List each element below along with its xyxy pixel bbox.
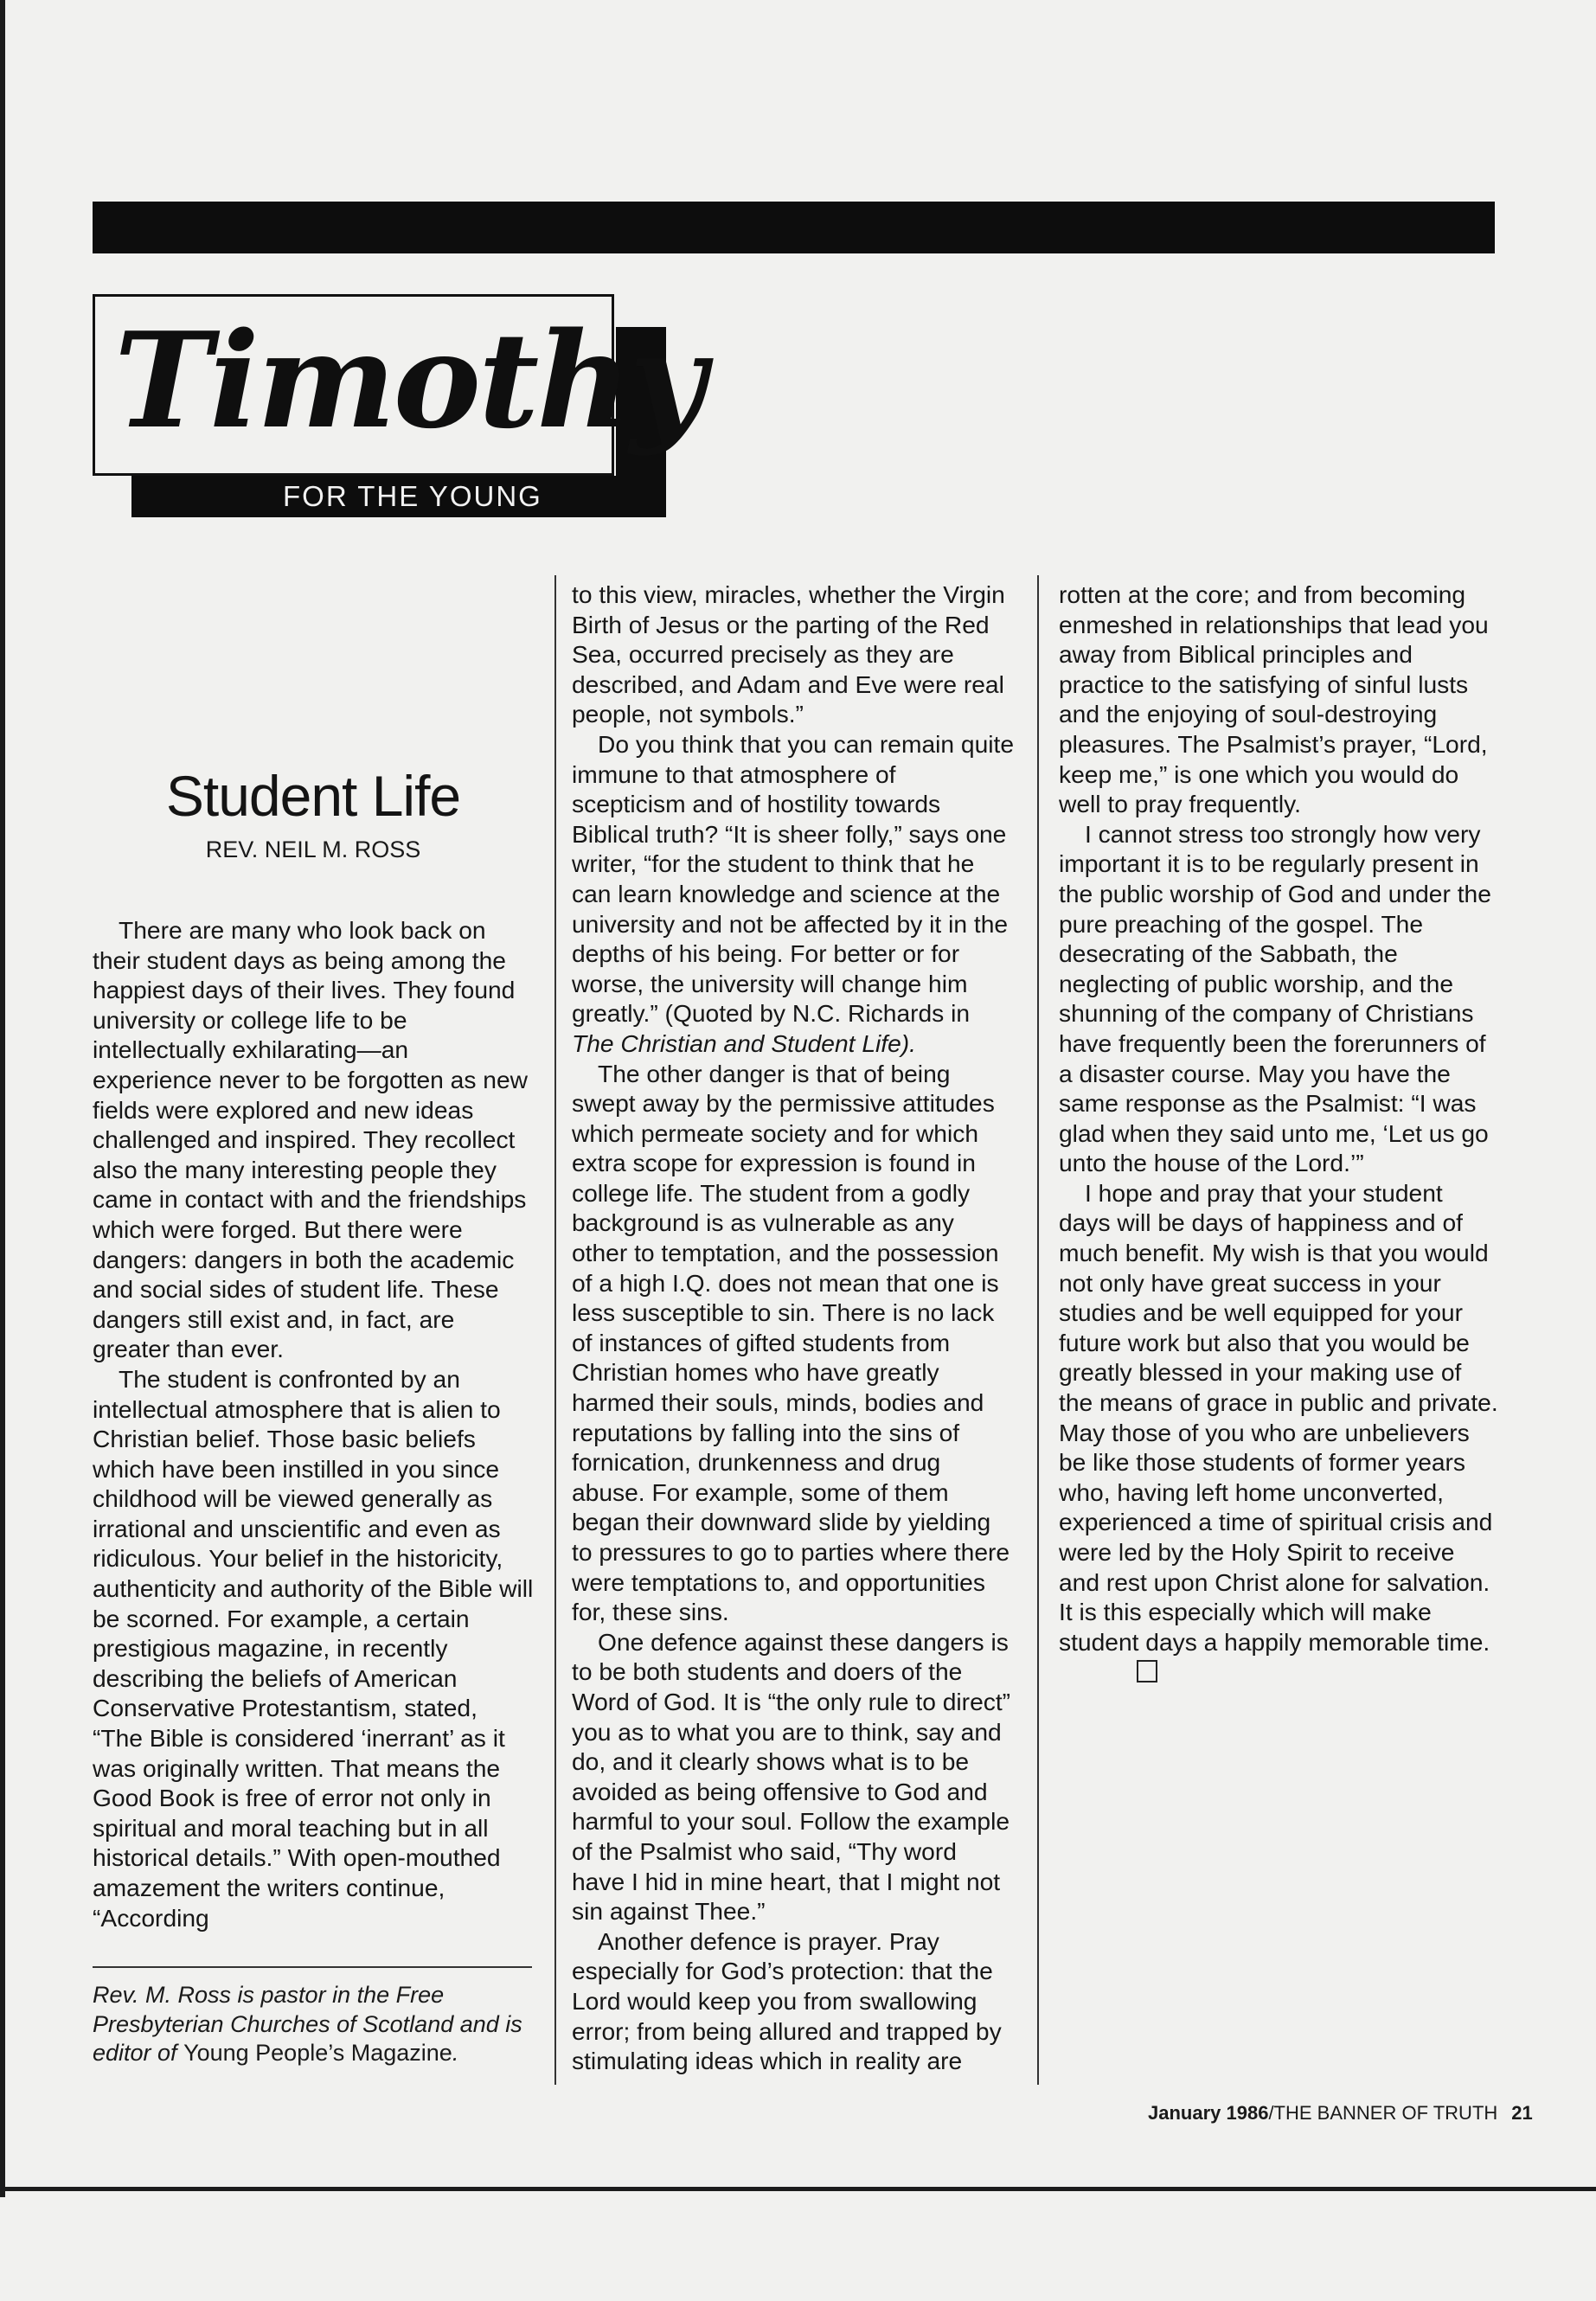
paragraph: One defence against these dangers is to be both students and doers of the Word of God. It is “the only rule to direct” you as to what you are to think, say and do, and it clearly shows what is to be avoided as being offensive to God and harmful to your soul. Follow the example of the Psalmist who said, “Thy word have I hid in mine heart, that I might not sin against Thee.” — [572, 1627, 1011, 1926]
author-note-text: Rev. M. Ross is pastor in the Free Presbyterian Churches of Scotland and is editor of — [93, 1982, 522, 2066]
paragraph: I cannot stress too strongly how very important it is to be regularly present in the public worship of God and under the pure preaching of the gospel. The desecrating of the Sabbath, the neglecting of public worship, and the shunning of the company of Christians have frequently been the forerunners of a disaster course. May you have the same response as the Psalmist: “I was glad when they said unto me, ‘Let us go unto the house of the Lord.’” — [1059, 819, 1491, 1177]
author-note-end: . — [452, 2040, 459, 2066]
paragraph-text-end: ). — [901, 1029, 916, 1057]
paragraph: rotten at the core; and from becoming enmeshed in relationships that lead you away from Biblical principles and practice to the satisfying of sinful lusts and the enjoying of soul-destroying pleasures. The Psalmist’s prayer, “Lord, keep me,” is one which you would do well to pray frequently. — [1059, 580, 1489, 818]
author-note-rule — [93, 1966, 532, 1968]
column-rule-1 — [554, 575, 556, 2085]
column-1 — [93, 915, 534, 1932]
author-note — [93, 1981, 534, 2068]
end-mark-icon — [1137, 1660, 1157, 1682]
paragraph: The student is confronted by an intellectual atmosphere that is alien to Christian belief. Those basic beliefs which have been instilled in you since childhood will be viewed generally as irrational and unscientific and even as ridiculous. Your belief in the historicity, authenticity and authority of the Bible will be scorned. For example, a certain prestigious magazine, in recently describing the beliefs of American Conservative Protestantism, stated, “The Bible is considered ‘inerrant’ as it was originally written. That means the Good Book is free of error not only in spiritual and moral teaching but in all historical details.” With open-mouthed amazement the writers continue, “According — [93, 1364, 534, 1932]
column-rule-2 — [1037, 575, 1039, 2085]
scan-edge-left — [0, 0, 5, 2197]
page-number: 21 — [1511, 2102, 1533, 2124]
paragraph: to this view, miracles, whether the Virgin Birth of Jesus or the parting of the Red Sea, occurred precisely as they are described, and Adam and Eve were real people, not symbols.” — [572, 580, 1005, 728]
author-note-magazine: Young People’s Magazine — [183, 2040, 452, 2066]
masthead-subtitle: FOR THE YOUNG — [131, 476, 666, 517]
column-3 — [1059, 580, 1498, 1687]
column-2 — [572, 580, 1015, 2076]
paragraph: Another defence is prayer. Pray especially for God’s protection: that the Lord would keep you from swallowing error; from being allured and trapped by stimulating ideas which in reality are — [572, 1926, 1002, 2075]
paragraph-text: Do you think that you can remain quite immune to that atmosphere of scepticism and of hostility towards Biblical truth? “It is sheer folly,” says one writer, “for the student to think that he can learn knowledge and science at the university and not be affected by it in the depths of his being. For better or for worse, the university will change him greatly.” (Quoted by N.C. Richards in — [572, 729, 1015, 1028]
header-top-bar — [93, 202, 1495, 253]
paragraph-text: I hope and pray that your student days will be days of happiness and of much benefit. My wish is that you would not only have great success in your studies and be well equipped for your future work but also that you would be greatly blessed in your making use of the means of grace in public and private. May those of you who are unbelievers be like those students of former years who, having left home unconverted, experienced a time of spiritual crisis and were led by the Holy Spirit to receive and rest upon Christ alone for salvation. It is this especially which will make student days a happily memorable time. — [1059, 1178, 1498, 1656]
book-title: The Christian and Student Life — [572, 1029, 901, 1057]
footer-publication: /THE BANNER OF TRUTH — [1268, 2102, 1498, 2124]
scan-edge-bottom — [0, 2187, 1596, 2191]
article-title: Student Life — [165, 764, 461, 828]
article-author: REV. NEIL M. ROSS — [205, 836, 421, 862]
paragraph: The other danger is that of being swept away by the permissive attitudes which permeate society and for which extra scope for expression is found in college life. The student from a godly background is as vulnerable as any other to temptation, and the possession of a high I.Q. does not mean that one is less susceptible to sin. There is no lack of instances of gifted students from Christian homes who have greatly harmed their souls, minds, bodies and reputations by falling into the sins of fornication, drunkenness and drug abuse. For example, some of them began their downward slide by yielding to pressures to go to parties where there were temptations to, and opportunities for, these sins. — [572, 1059, 1010, 1626]
footer-date: January 1986 — [1148, 2102, 1269, 2124]
paragraph — [1059, 1178, 1498, 1687]
paragraph: There are many who look back on their student days as being among the happiest days of their lives. They found university or college life to be intellectually exhilarating—an experience never to be forgotten as new fields were explored and new ideas challenged and inspired. They recollect also the many interesting people they came in contact with and the friendships which were forged. But there were dangers: dangers in both the academic and social sides of student life. These dangers still exist and, in fact, are greater than ever. — [93, 916, 528, 1363]
masthead-title: Timothy — [114, 303, 704, 458]
page-footer — [1148, 2100, 1533, 2126]
paragraph — [572, 729, 1015, 1059]
